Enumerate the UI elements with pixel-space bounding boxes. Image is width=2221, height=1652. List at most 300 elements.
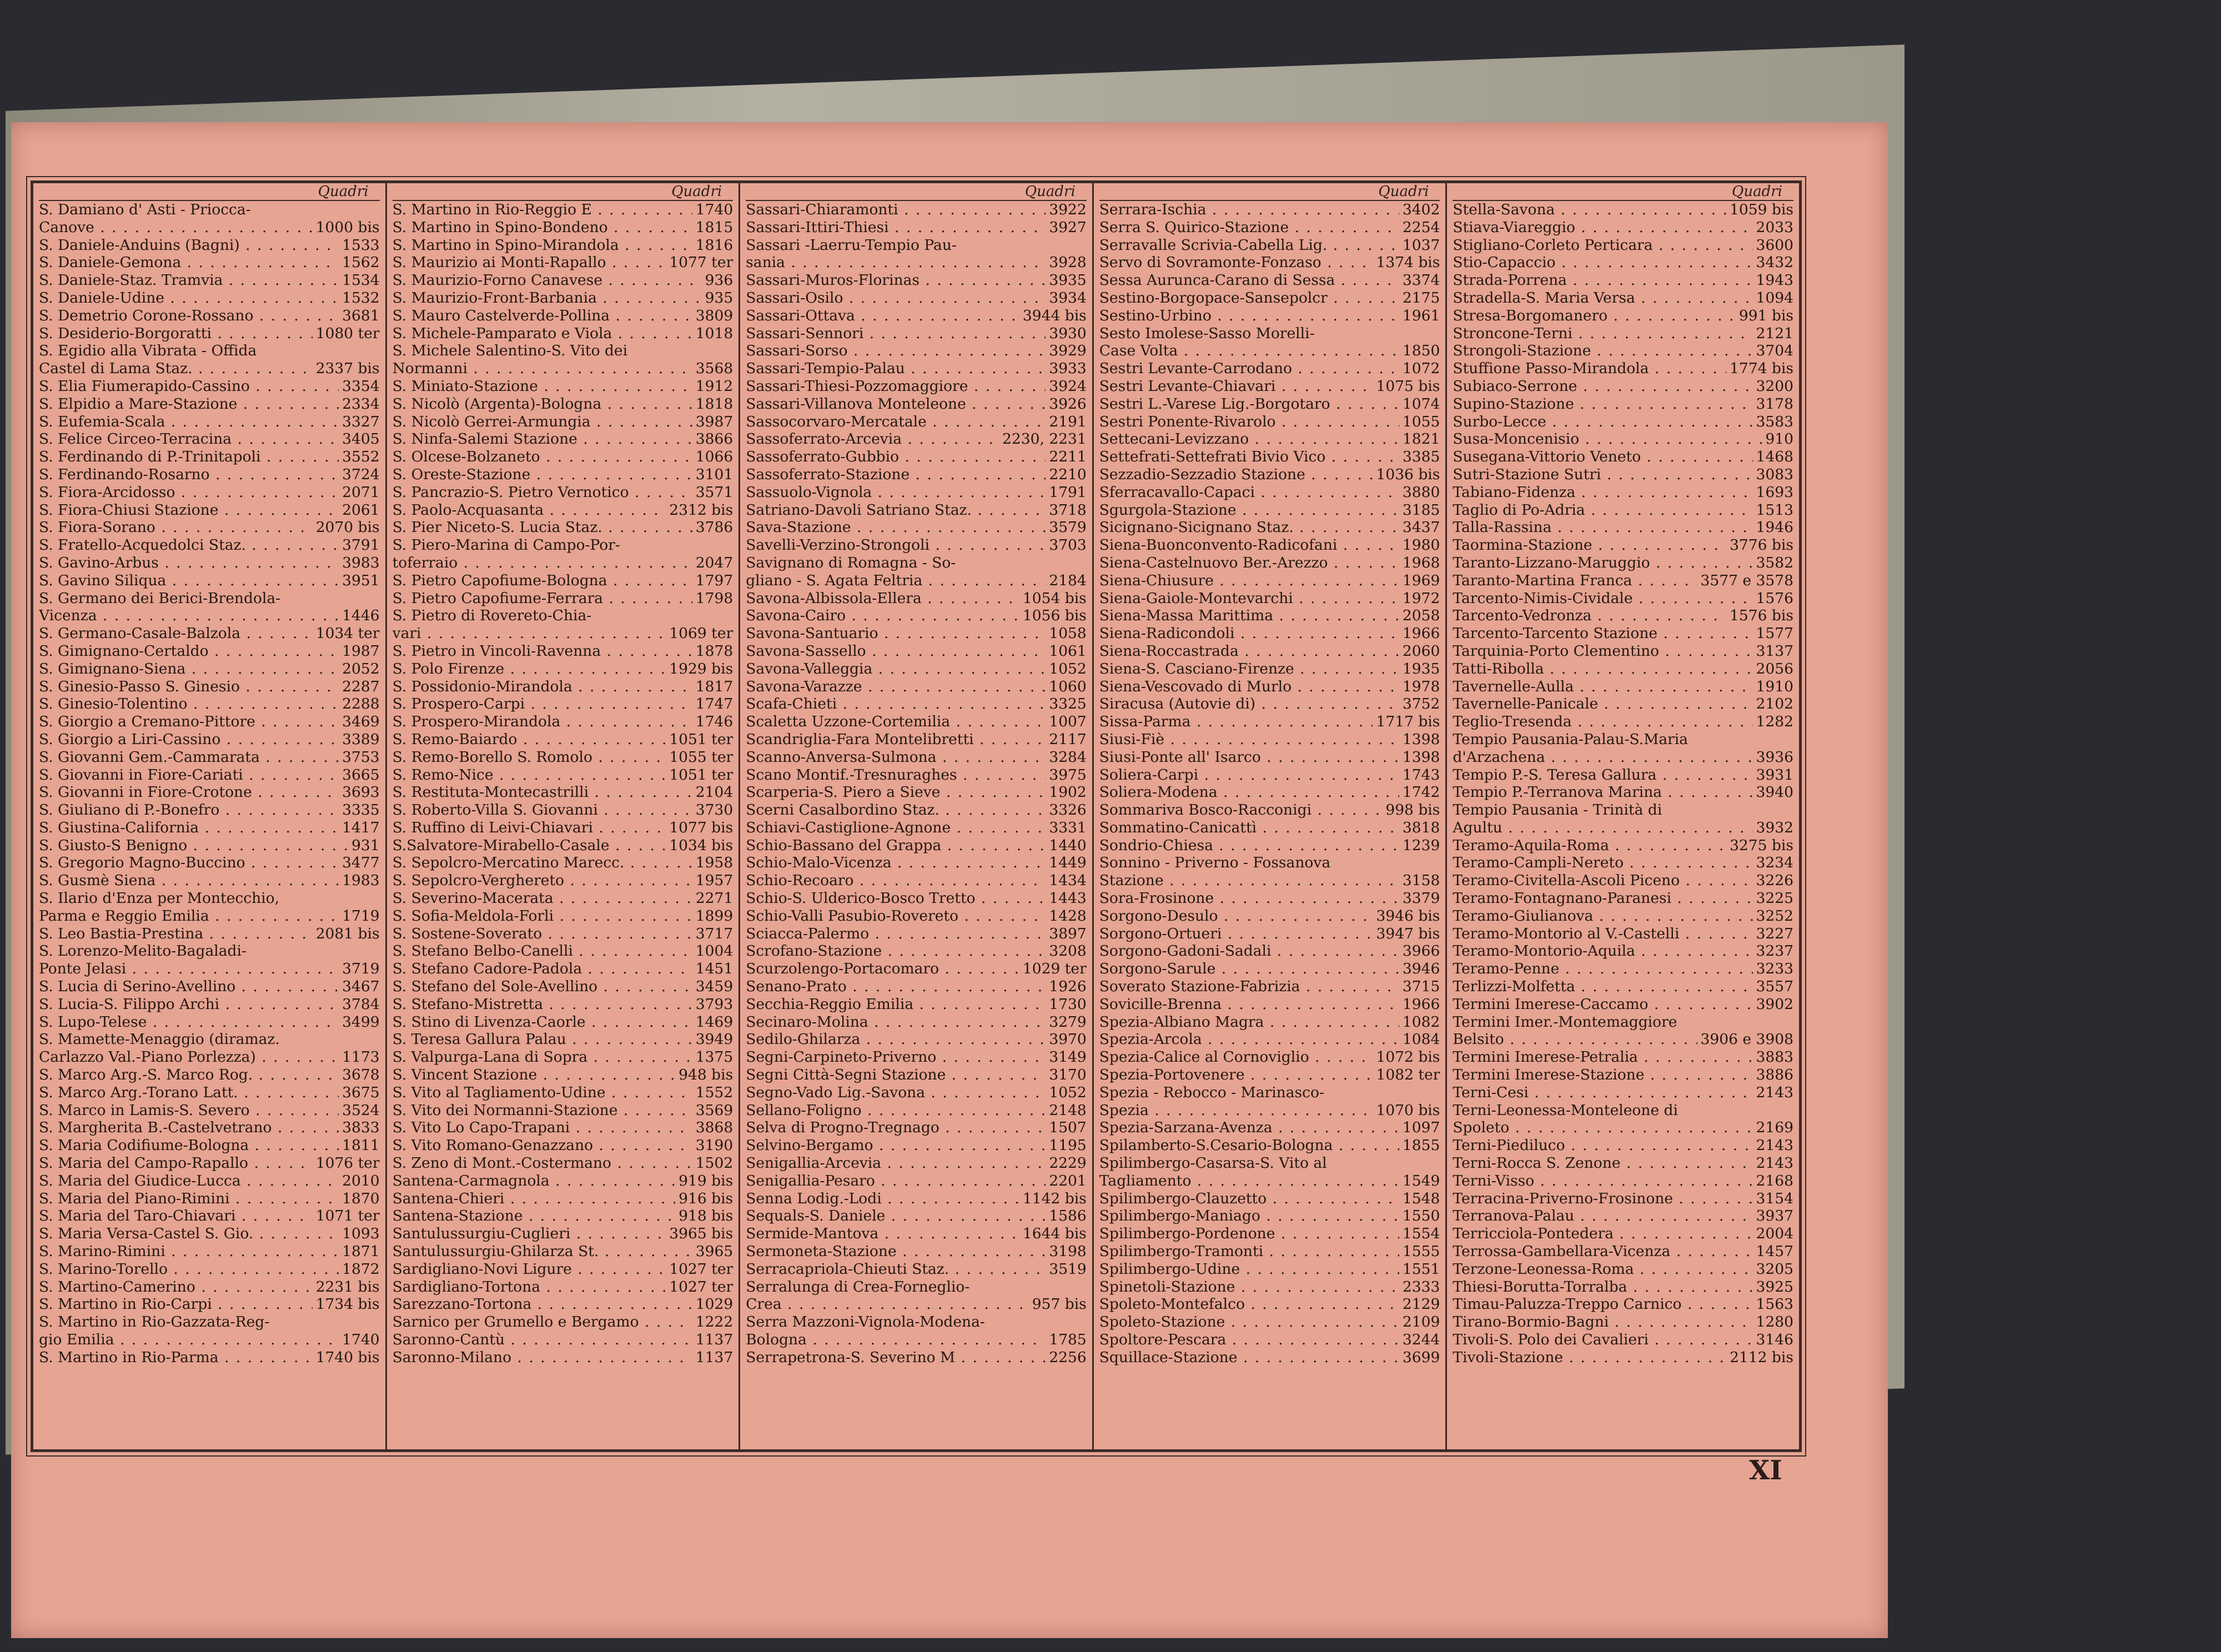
page-number: XI <box>1749 1455 1782 1486</box>
index-entry <box>1099 713 1440 731</box>
entry-name: S. Restituta-Montecastrilli . . . <box>393 784 692 801</box>
index-entry <box>39 254 380 272</box>
entry-name: Terni-Visso . . . <box>1453 1172 1752 1190</box>
entry-quadri: 1899 <box>692 907 733 925</box>
entry-quadri: 1935 <box>1399 660 1440 678</box>
entry-name: Schio-S. Ulderico-Bosco Tretto . . . <box>746 890 1046 907</box>
entry-name: S. Sepolcro-Verghereto . . . <box>393 872 692 890</box>
entry-quadri: 1071 ter <box>313 1207 380 1225</box>
entry-name: vari . . . <box>393 625 666 642</box>
entry-name: Tarcento-Nimis-Cividale . . . <box>1453 590 1752 607</box>
index-entry <box>1099 801 1440 819</box>
entry-name: Sava-Stazione . . . <box>746 519 1046 536</box>
entry-quadri: 1815 <box>692 219 733 237</box>
entry-quadri: 1961 <box>1399 307 1440 325</box>
entry-name: Terni-Cesi . . . <box>1453 1084 1752 1102</box>
entry-quadri: 3965 <box>692 1243 733 1261</box>
index-entry <box>746 289 1087 307</box>
index-entry <box>1453 201 1793 219</box>
index-entry <box>1099 1048 1440 1066</box>
entry-quadri: 2081 bis <box>313 925 380 943</box>
entry-quadri: 3600 <box>1753 237 1793 254</box>
index-entry <box>1453 1137 1793 1154</box>
index-entry <box>1099 749 1440 766</box>
index-entry <box>393 219 733 237</box>
entry-name: S. Maria Codifiume-Bologna . . . <box>39 1137 339 1154</box>
entry-name: Supino-Stazione . . . <box>1453 395 1752 413</box>
entry-name: Serrapetrona-S. Severino M . . . <box>746 1349 1046 1367</box>
entry-quadri: 1428 <box>1046 907 1086 925</box>
index-entry <box>1453 448 1793 466</box>
entry-quadri: 2229 <box>1046 1154 1086 1172</box>
entry-name: S. Maria Versa-Castel S. Gio. . . . <box>39 1225 339 1243</box>
entry-quadri: 3927 <box>1046 219 1086 237</box>
entry-quadri: 3715 <box>1399 978 1440 996</box>
index-entry <box>746 625 1087 642</box>
index-entry <box>746 1084 1087 1102</box>
index-entry <box>1453 854 1793 872</box>
entry-quadri: 3776 bis <box>1726 536 1793 554</box>
entry-name: Schio-Recoaro . . . <box>746 872 1046 890</box>
index-entry <box>39 572 380 590</box>
entry-quadri: 3499 <box>339 1013 379 1031</box>
entry-name: Sovicille-Brenna . . . <box>1099 996 1399 1013</box>
entry-name: Sardigliano-Novi Ligure . . . <box>393 1261 666 1278</box>
entry-name: Spoleto . . . <box>1453 1119 1752 1137</box>
entry-quadri: 3275 bis <box>1726 837 1793 855</box>
entry-quadri: 1059 bis <box>1726 201 1793 219</box>
index-entry <box>746 254 1087 272</box>
entry-name: Sestri Ponente-Rivarolo . . . <box>1099 413 1399 431</box>
index-entry <box>1099 1278 1440 1296</box>
index-entry <box>393 1084 733 1102</box>
entry-quadri: 1740 <box>339 1331 379 1349</box>
index-entry <box>39 1261 380 1278</box>
index-entry <box>746 1066 1087 1084</box>
index-entry <box>393 1349 733 1367</box>
entry-quadri: 2333 <box>1399 1278 1440 1296</box>
entry-name: S. Maria del Piano-Rimini . . . <box>39 1190 339 1208</box>
entry-name: S. Michele-Pamparato e Viola . . . <box>393 325 692 343</box>
entry-quadri: 3926 <box>1046 395 1086 413</box>
entry-name: Taormina-Stazione . . . <box>1453 536 1726 554</box>
index-entry <box>393 996 733 1013</box>
entry-name: Spilimbergo-Tramonti . . . <box>1099 1243 1399 1261</box>
entry-quadri: 3325 <box>1046 695 1086 713</box>
entry-name: Termini Imerese-Petralia . . . <box>1453 1048 1752 1066</box>
index-entry <box>1099 766 1440 784</box>
index-entry <box>393 360 733 378</box>
entry-quadri: 2256 <box>1046 1349 1086 1367</box>
entry-quadri: 1740 <box>692 201 733 219</box>
index-entry <box>393 1190 733 1208</box>
index-entry <box>39 1048 380 1066</box>
index-entry <box>1099 1296 1440 1313</box>
entry-name: Savona-Cairo . . . <box>746 607 1019 625</box>
entry-name: S. Giorgio a Liri-Cassino . . . <box>39 731 339 749</box>
index-entry <box>39 201 380 219</box>
index-entry <box>393 625 733 642</box>
index-entry <box>393 395 733 413</box>
entry-name: Serralunga di Crea-Forneglio- <box>746 1278 970 1296</box>
entry-quadri: 1811 <box>339 1137 379 1154</box>
entry-quadri: 3719 <box>339 960 379 978</box>
entry-quadri: 2201 <box>1046 1172 1086 1190</box>
entry-quadri: 2052 <box>339 660 379 678</box>
entry-name: Scrofano-Stazione . . . <box>746 942 1046 960</box>
entry-name: Timau-Paluzza-Treppo Carnico . . . <box>1453 1296 1752 1313</box>
column-4 <box>1094 183 1448 1449</box>
index-entry <box>746 1261 1087 1278</box>
entry-quadri: 1434 <box>1046 872 1086 890</box>
entry-name: Spinetoli-Stazione . . . <box>1099 1278 1399 1296</box>
index-entry <box>39 1243 380 1261</box>
entry-name: S. Marino-Rimini . . . <box>39 1243 339 1261</box>
entry-name: Senna Lodig.-Lodi . . . <box>746 1190 1019 1208</box>
entry-name: Santulussurgiu-Ghilarza St. . . . <box>393 1243 692 1261</box>
entry-quadri: 991 bis <box>1736 307 1793 325</box>
index-entry <box>746 695 1087 713</box>
entry-quadri: 3137 <box>1753 642 1793 660</box>
entry-name: S. Nicolò Gerrei-Armungia . . . <box>393 413 692 431</box>
entry-quadri: 1929 bis <box>666 660 733 678</box>
entry-name: Serra S. Quirico-Stazione . . . <box>1099 219 1399 237</box>
index-entry <box>1453 1313 1793 1331</box>
entry-name: Soliera-Carpi . . . <box>1099 766 1399 784</box>
entry-quadri: 3083 <box>1753 466 1793 484</box>
entry-quadri: 1743 <box>1399 766 1440 784</box>
entry-quadri: 3154 <box>1753 1190 1793 1208</box>
entry-quadri: 3675 <box>339 1084 379 1102</box>
entry-quadri: 1451 <box>692 960 733 978</box>
index-entry <box>39 625 380 642</box>
entry-name: Siena-Roccastrada . . . <box>1099 642 1399 660</box>
entry-name: S. Germano-Casale-Balzola . . . <box>39 625 313 642</box>
entry-name: Terzone-Leonessa-Roma . . . <box>1453 1261 1752 1278</box>
entry-quadri: 1551 <box>1399 1261 1440 1278</box>
column-header: Quadri <box>393 183 733 201</box>
entry-name: Siracusa (Autovie di) . . . <box>1099 695 1399 713</box>
entry-name: Segni-Carpineto-Priverno . . . <box>746 1048 1046 1066</box>
entry-name: Sorgono-Gadoni-Sadali . . . <box>1099 942 1399 960</box>
entry-name: Siena-Vescovado di Murlo . . . <box>1099 678 1399 696</box>
index-entry <box>393 430 733 448</box>
index-entry <box>1099 660 1440 678</box>
index-entry <box>1453 695 1793 713</box>
entry-name: Schio-Bassano del Grappa . . . <box>746 837 1046 855</box>
entry-name: Sassari-Sorso . . . <box>746 342 1046 360</box>
entry-name: S.Salvatore-Mirabello-Casale . . . <box>393 837 666 855</box>
index-entry <box>1099 1172 1440 1190</box>
entry-quadri: 1055 <box>1399 413 1440 431</box>
entry-name: Sonnino - Priverno - Fossanova <box>1099 854 1331 872</box>
index-entry <box>39 1066 380 1084</box>
entry-quadri: 1532 <box>339 289 379 307</box>
index-entry <box>1453 307 1793 325</box>
entry-name: Sermide-Mantova . . . <box>746 1225 1019 1243</box>
entry-name: Terranova-Palau . . . <box>1453 1207 1752 1225</box>
index-entry <box>393 519 733 536</box>
index-entry <box>39 590 380 607</box>
entry-name: S. Remo-Baiardo . . . <box>393 731 666 749</box>
index-entry <box>1099 1331 1440 1349</box>
entry-quadri: 1926 <box>1046 978 1086 996</box>
index-entry <box>39 1225 380 1243</box>
index-entry <box>39 430 380 448</box>
entry-name: S. Ruffino di Leivi-Chiavari . . . <box>393 819 666 837</box>
entry-name: S. Ninfa-Salemi Stazione . . . <box>393 430 692 448</box>
entry-name: Sellano-Foligno . . . <box>746 1102 1046 1119</box>
index-entry <box>746 1190 1087 1208</box>
entry-quadri: 1074 <box>1399 395 1440 413</box>
index-entry <box>746 1278 1087 1296</box>
entry-name: Tarcento-Tarcento Stazione . . . <box>1453 625 1752 642</box>
entry-name: S. Zeno di Mont.-Costermano . . . <box>393 1154 692 1172</box>
index-entry <box>39 925 380 943</box>
entry-name: Savona-Albissola-Ellera . . . <box>746 590 1019 607</box>
entry-name: Terni-Rocca S. Zenone . . . <box>1453 1154 1752 1172</box>
entry-name: Squillace-Stazione . . . <box>1099 1349 1399 1367</box>
entry-list <box>1099 201 1440 1367</box>
entry-quadri: 918 bis <box>675 1207 733 1225</box>
entry-name: Sassari-Osilo . . . <box>746 289 1046 307</box>
index-entry <box>1453 1243 1793 1261</box>
index-entry <box>393 925 733 943</box>
index-entry <box>393 237 733 254</box>
entry-quadri: 2047 <box>692 554 733 572</box>
entry-name: Taranto-Lizzano-Maruggio . . . <box>1453 554 1752 572</box>
index-entry <box>393 413 733 431</box>
entry-name: Terni-Piediluco . . . <box>1453 1137 1752 1154</box>
index-entry <box>1453 642 1793 660</box>
index-entry <box>393 1154 733 1172</box>
entry-name: S. Martino-Camerino . . . <box>39 1278 313 1296</box>
index-entry <box>1099 1154 1440 1172</box>
entry-name: Spezia . . . <box>1099 1102 1373 1119</box>
entry-quadri: 3225 <box>1753 890 1793 907</box>
entry-list <box>39 201 380 1367</box>
index-entry <box>393 378 733 395</box>
entry-list <box>746 201 1087 1367</box>
index-entry <box>393 501 733 519</box>
index-entry <box>1099 395 1440 413</box>
entry-name: Savelli-Verzino-Strongoli . . . <box>746 536 1046 554</box>
entry-quadri: 2033 <box>1753 219 1793 237</box>
entry-name: S. Gavino-Arbus . . . <box>39 554 339 572</box>
entry-name: Serrara-Ischia . . . <box>1099 201 1399 219</box>
index-entry <box>39 607 380 625</box>
entry-name: Surbo-Lecce . . . <box>1453 413 1752 431</box>
index-entry <box>39 1172 380 1190</box>
index-entry <box>393 837 733 855</box>
index-entry <box>39 678 380 696</box>
entry-name: S. Daniele-Udine . . . <box>39 289 339 307</box>
index-entry <box>746 430 1087 448</box>
entry-name: Sassocorvaro-Mercatale . . . <box>746 413 1046 431</box>
index-entry <box>1453 272 1793 289</box>
entry-list <box>1453 201 1793 1367</box>
entry-name: Bologna . . . <box>746 1331 1046 1349</box>
index-entry <box>1453 395 1793 413</box>
entry-name: Secinaro-Molina . . . <box>746 1013 1046 1031</box>
index-entry <box>1099 837 1440 855</box>
entry-name: Talla-Rassina . . . <box>1453 519 1752 536</box>
entry-quadri: 3902 <box>1753 996 1793 1013</box>
index-entry <box>393 1031 733 1048</box>
index-entry <box>393 484 733 501</box>
entry-quadri: 2210 <box>1046 466 1086 484</box>
index-entry <box>1453 1296 1793 1313</box>
entry-name: S. Pietro di Rovereto-Chia- <box>392 607 592 625</box>
index-entry <box>746 607 1087 625</box>
entry-name: S. Pietro Capofiume-Bologna . . . <box>393 572 692 590</box>
index-table <box>31 180 1802 1452</box>
entry-quadri: 3704 <box>1753 342 1793 360</box>
entry-quadri: 2143 <box>1753 1137 1793 1154</box>
index-entry <box>1453 466 1793 484</box>
entry-quadri: 2060 <box>1399 642 1440 660</box>
index-entry <box>1099 201 1440 219</box>
index-entry <box>1099 430 1440 448</box>
index-entry <box>393 695 733 713</box>
entry-name: Savona-Valleggia . . . <box>746 660 1046 678</box>
entry-name: S. Felice Circeo-Terracina . . . <box>39 430 339 448</box>
entry-name: Spilimbergo-Pordenone . . . <box>1099 1225 1399 1243</box>
entry-quadri: 1018 <box>692 325 733 343</box>
entry-name: Segni Città-Segni Stazione . . . <box>746 1066 1046 1084</box>
entry-name: Senigallia-Pesaro . . . <box>746 1172 1046 1190</box>
entry-name: S. Daniele-Anduins (Bagni) . . . <box>39 237 339 254</box>
entry-quadri: 1027 ter <box>666 1278 733 1296</box>
entry-name: Satriano-Davoli Satriano Staz. . . . <box>746 501 1046 519</box>
entry-name: Tempio Pausania - Trinità di <box>1453 801 1662 819</box>
entry-quadri: 3146 <box>1753 1331 1793 1349</box>
entry-name: Stradella-S. Maria Versa . . . <box>1453 289 1752 307</box>
index-entry <box>1453 625 1793 642</box>
index-entry <box>1453 660 1793 678</box>
index-entry <box>39 1296 380 1313</box>
entry-name: Selva di Progno-Tregnago . . . <box>746 1119 1046 1137</box>
entry-quadri: 2102 <box>1753 695 1793 713</box>
entry-quadri: 1069 ter <box>666 625 733 642</box>
entry-name: S. Teresa Gallura Palau . . . <box>393 1031 692 1048</box>
entry-quadri: 1037 <box>1399 237 1440 254</box>
entry-quadri: 1978 <box>1399 678 1440 696</box>
entry-quadri: 1075 bis <box>1373 378 1440 395</box>
index-entry <box>1453 872 1793 890</box>
entry-quadri: 3234 <box>1753 854 1793 872</box>
entry-name: S. Desiderio-Borgoratti . . . <box>39 325 313 343</box>
index-entry <box>1453 925 1793 943</box>
entry-name: S. Remo-Borello S. Romolo . . . <box>393 749 666 766</box>
entry-quadri: 1746 <box>692 713 733 731</box>
entry-name: Santena-Chieri . . . <box>393 1190 676 1208</box>
entry-quadri: 3946 <box>1399 960 1440 978</box>
entry-name: Sestri Levante-Carrodano . . . <box>1099 360 1399 378</box>
entry-quadri: 1093 <box>339 1225 379 1243</box>
entry-quadri: 3933 <box>1046 360 1086 378</box>
entry-quadri: 3402 <box>1399 201 1440 219</box>
entry-name: Siena-S. Casciano-Firenze . . . <box>1099 660 1399 678</box>
index-entry <box>39 1278 380 1296</box>
index-entry <box>1099 536 1440 554</box>
entry-quadri: 3227 <box>1753 925 1793 943</box>
index-entry <box>1453 1031 1793 1048</box>
index-entry <box>39 942 380 960</box>
index-entry <box>1453 1102 1793 1119</box>
entry-quadri: 1644 bis <box>1019 1225 1087 1243</box>
entry-name: Sarezzano-Tortona . . . <box>393 1296 692 1313</box>
entry-quadri: 3752 <box>1399 695 1440 713</box>
index-entry <box>1099 1349 1440 1367</box>
entry-name: gio Emilia . . . <box>39 1331 339 1349</box>
entry-quadri: 2231 bis <box>313 1278 380 1296</box>
entry-quadri: 3569 <box>692 1102 733 1119</box>
index-entry <box>393 1119 733 1137</box>
entry-name: Scurzolengo-Portacomaro . . . <box>746 960 1019 978</box>
index-entry <box>1453 1066 1793 1084</box>
entry-quadri: 1747 <box>692 695 733 713</box>
index-entry <box>393 660 733 678</box>
entry-name: S. Maurizio-Front-Barbania . . . <box>393 289 702 307</box>
entry-name: Soliera-Modena . . . <box>1099 784 1399 801</box>
index-entry <box>746 819 1087 837</box>
entry-quadri: 3897 <box>1046 925 1086 943</box>
entry-quadri: 3577 e 3578 <box>1697 572 1793 590</box>
entry-name: Sassuolo-Vignola . . . <box>746 484 1046 501</box>
entry-name: Crea . . . <box>746 1296 1029 1313</box>
entry-name: S. Marco in Lamis-S. Severo . . . <box>39 1102 339 1119</box>
entry-name: S. Martino in Rio-Parma . . . <box>39 1349 313 1367</box>
entry-quadri: 1056 bis <box>1019 607 1087 625</box>
entry-quadri: 998 bis <box>1382 801 1440 819</box>
index-entry <box>39 237 380 254</box>
entry-name: Tabiano-Fidenza . . . <box>1453 484 1752 501</box>
entry-quadri: 3237 <box>1753 942 1793 960</box>
entry-name: Schio-Malo-Vicenza . . . <box>746 854 1046 872</box>
entry-quadri: 2117 <box>1046 731 1086 749</box>
index-entry <box>1453 342 1793 360</box>
entry-name: S. Polo Firenze . . . <box>393 660 666 678</box>
entry-name: Santena-Carmagnola . . . <box>393 1172 676 1190</box>
entry-quadri: 1058 <box>1046 625 1086 642</box>
entry-quadri: 1055 ter <box>666 749 733 766</box>
entry-quadri: 3951 <box>339 572 379 590</box>
index-entry <box>39 660 380 678</box>
index-entry <box>1099 607 1440 625</box>
entry-name: Teramo-Aquila-Roma . . . <box>1453 837 1726 855</box>
entry-name: S. Possidonio-Mirandola . . . <box>393 678 692 696</box>
entry-quadri: 3437 <box>1399 519 1440 536</box>
index-entry <box>1099 466 1440 484</box>
index-entry <box>1453 590 1793 607</box>
entry-quadri: 1077 ter <box>666 254 733 272</box>
entry-name: S. Giovanni in Fiore-Cariati . . . <box>39 766 339 784</box>
index-entry <box>393 1013 733 1031</box>
index-entry <box>1099 731 1440 749</box>
entry-name: S. Damiano d' Asti - Priocca- <box>39 201 251 218</box>
entry-quadri: 2184 <box>1046 572 1086 590</box>
index-entry <box>393 801 733 819</box>
entry-name: S. Michele Salentino-S. Vito dei <box>392 342 628 360</box>
index-entry <box>746 360 1087 378</box>
entry-name: Tavernelle-Panicale . . . <box>1453 695 1752 713</box>
index-entry <box>393 1048 733 1066</box>
index-entry <box>1099 960 1440 978</box>
entry-quadri: 2271 <box>692 890 733 907</box>
index-entry <box>39 536 380 554</box>
entry-name: Spoltore-Pescara . . . <box>1099 1331 1399 1349</box>
